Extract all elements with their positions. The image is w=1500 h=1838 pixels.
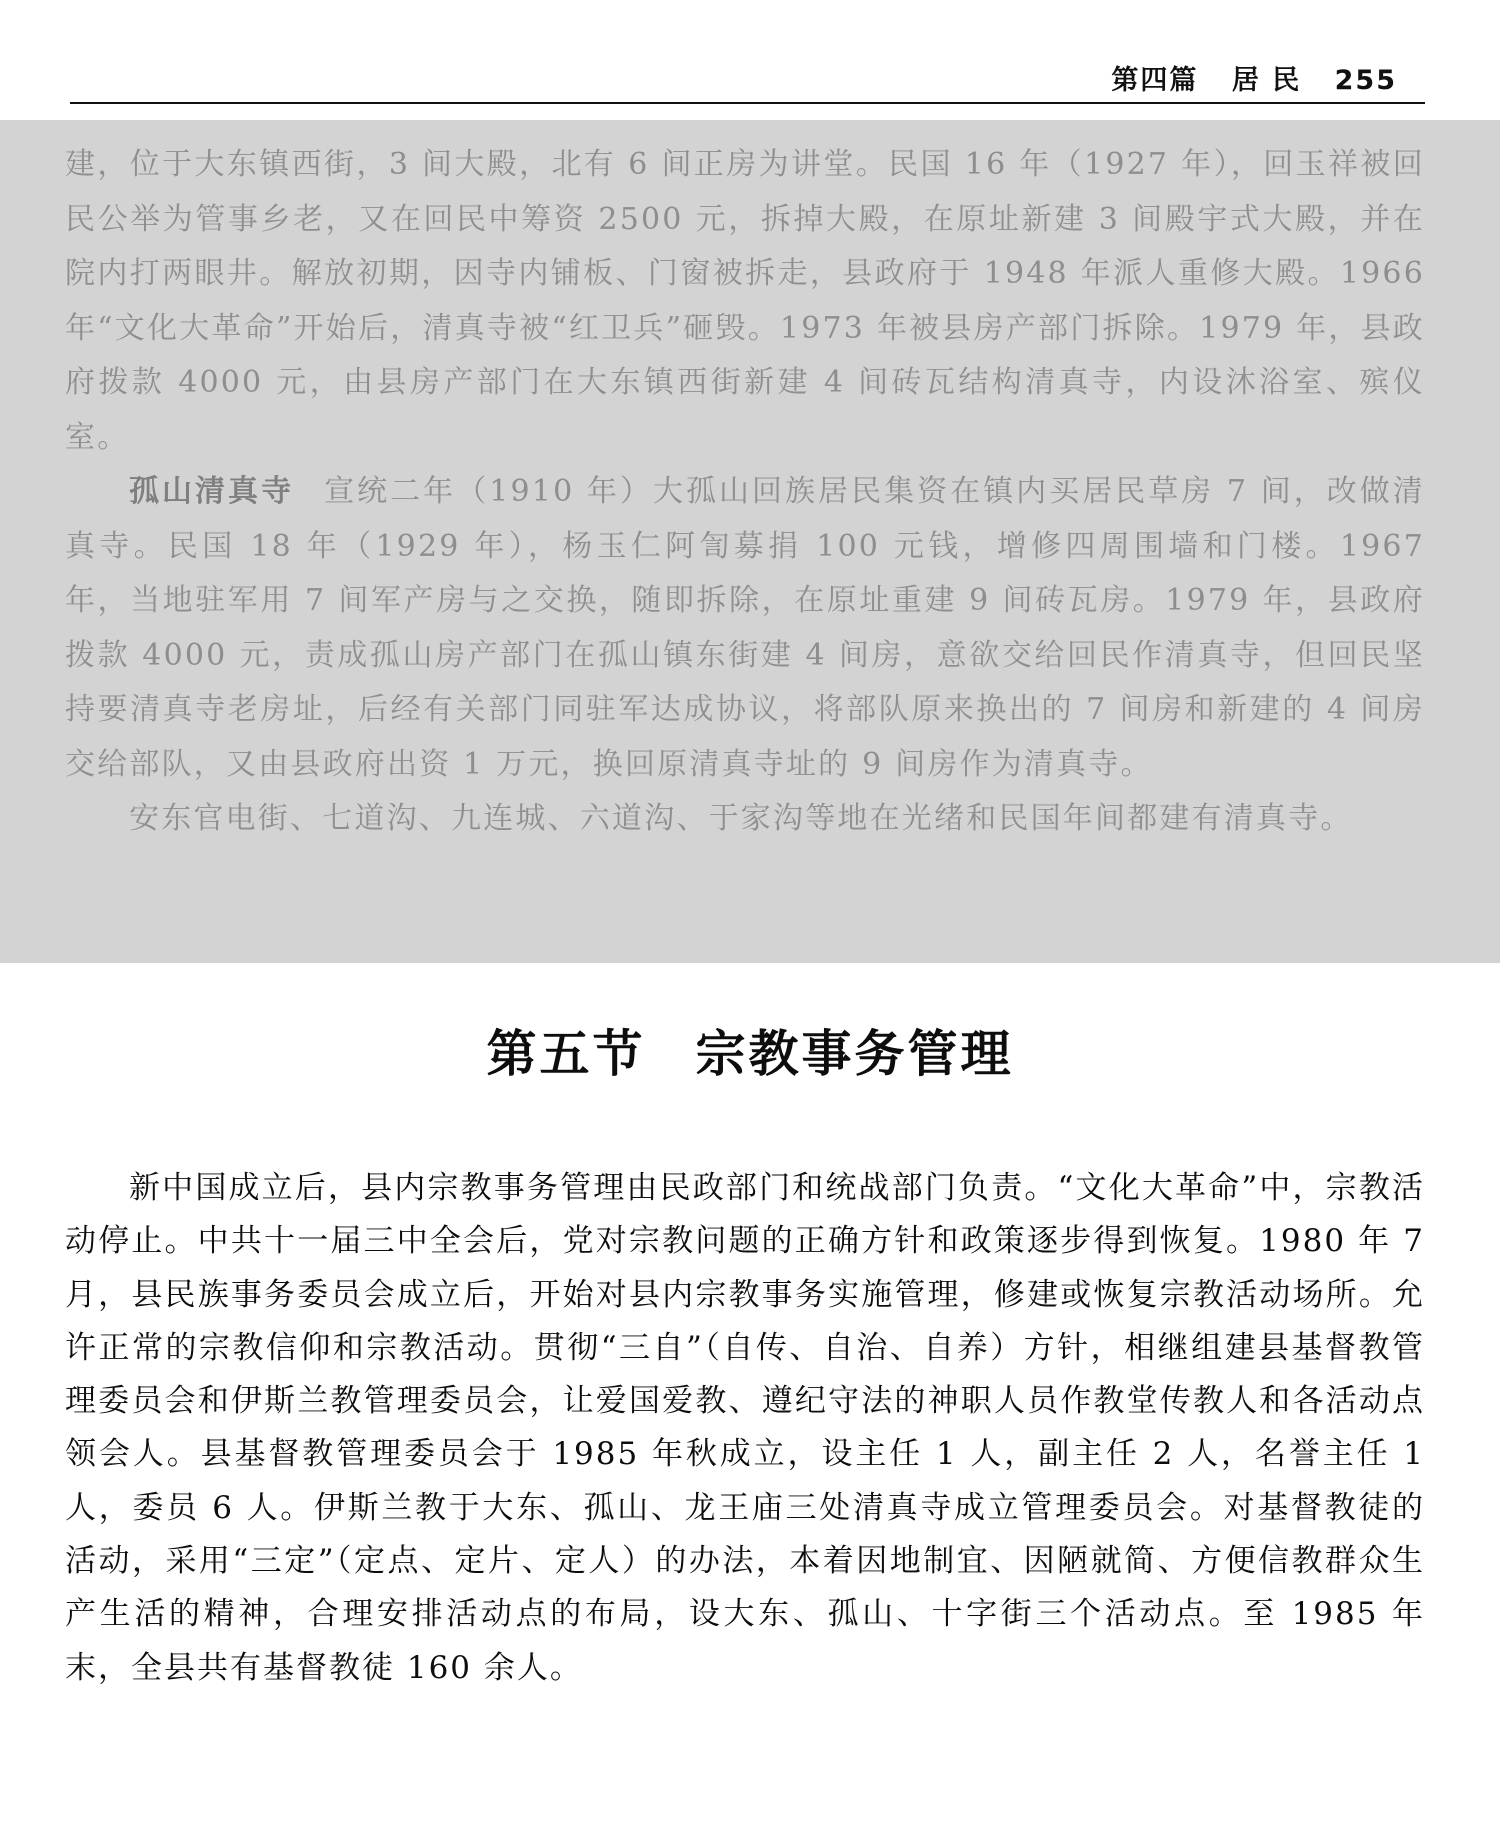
section-heading: [0, 1014, 1500, 1086]
faded-paragraph-1-text: 建，位于大东镇西街，3 间大殿，北有 6 间正房为讲堂。民国 16 年（1927 年），回玉祥被回民公举为管事乡老，又在回民中筹资 2500 元，拆掉大殿，在原址新建 3 间殿宇式大殿，并在院内打两眼井。解放初期，因寺内铺板、门窗被拆走，县政府于 1948 年派人重修大殿。1966 年“文化大革命”开始后，清真寺被“红卫兵”砸毁。1973 年被县房产部门拆除。1979 年，县政府拨款 4000 元，由县房产部门在大东镇西街新建 4 间砖瓦结构清真寺，内设沐浴室、殡仪室。: [65, 147, 1425, 455]
header-text: [1111, 58, 1397, 97]
faded-paragraph-2-term: 孤山清真寺: [129, 474, 295, 509]
header-title: 居 民: [1231, 65, 1302, 96]
section-number: 第五节: [486, 1024, 646, 1083]
faded-paragraph-2: [65, 465, 1425, 792]
header-part: 第四篇: [1111, 65, 1199, 96]
section-body-paragraph: 新中国成立后，县内宗教事务管理由民政部门和统战部门负责。“文化大革命”中，宗教活动停止。中共十一届三中全会后，党对宗教问题的正确方针和政策逐步得到恢复。1980 年 7 月，县民族事务委员会成立后，开始对县内宗教事务实施管理，修建或恢复宗教活动场所。允许正常的宗教信仰和宗教活动。贯彻“三自”（自传、自治、自养）方针，相继组建县基督教管理委员会和伊斯兰教管理委员会，让爱国爱教、遵纪守法的神职人员作教堂传教人和各活动点领会人。县基督教管理委员会于 1985 年秋成立，设主任 1 人，副主任 2 人，名誉主任 1 人，委员 6 人。伊斯兰教于大东、孤山、龙王庙三处清真寺成立管理委员会。对基督教徒的活动，采用“三定”（定点、定片、定人）的办法，本着因地制宜、因陋就简、方便信教群众生产生活的精神，合理安排活动点的布局，设大东、孤山、十字街三个活动点。至 1985 年末，全县共有基督教徒 160 余人。: [65, 1170, 1425, 1686]
section-title: 宗教事务管理: [695, 1024, 1014, 1083]
faded-paragraph-1: [65, 138, 1425, 465]
faded-paragraph-3: [65, 792, 1425, 847]
faded-paragraph-3-text: 安东官电街、七道沟、九连城、六道沟、于家沟等地在光绪和民国年间都建有清真寺。: [129, 801, 1353, 836]
faded-text-column: [65, 138, 1425, 847]
running-header: [70, 40, 1425, 104]
faded-previous-section: [0, 120, 1500, 963]
faded-paragraph-2-text: 宣统二年（1910 年）大孤山回族居民集资在镇内买居民草房 7 间，改做清真寺。民国 18 年（1929 年），杨玉仁阿訇募捐 100 元钱，增修四周围墙和门楼。1967 年，当地驻军用 7 间军产房与之交换，随即拆除，在原址重建 9 间砖瓦房。1979 年，县政府拨款 4000 元，责成孤山房产部门在孤山镇东街建 4 间房，意欲交给回民作清真寺，但回民坚持要清真寺老房址，后经有关部门同驻军达成协议，将部队原来换出的 7 间房和新建的 4 间房交给部队，又由县政府出资 1 万元，换回原清真寺址的 9 间房作为清真寺。: [65, 474, 1425, 782]
page-number: 255: [1334, 65, 1397, 96]
